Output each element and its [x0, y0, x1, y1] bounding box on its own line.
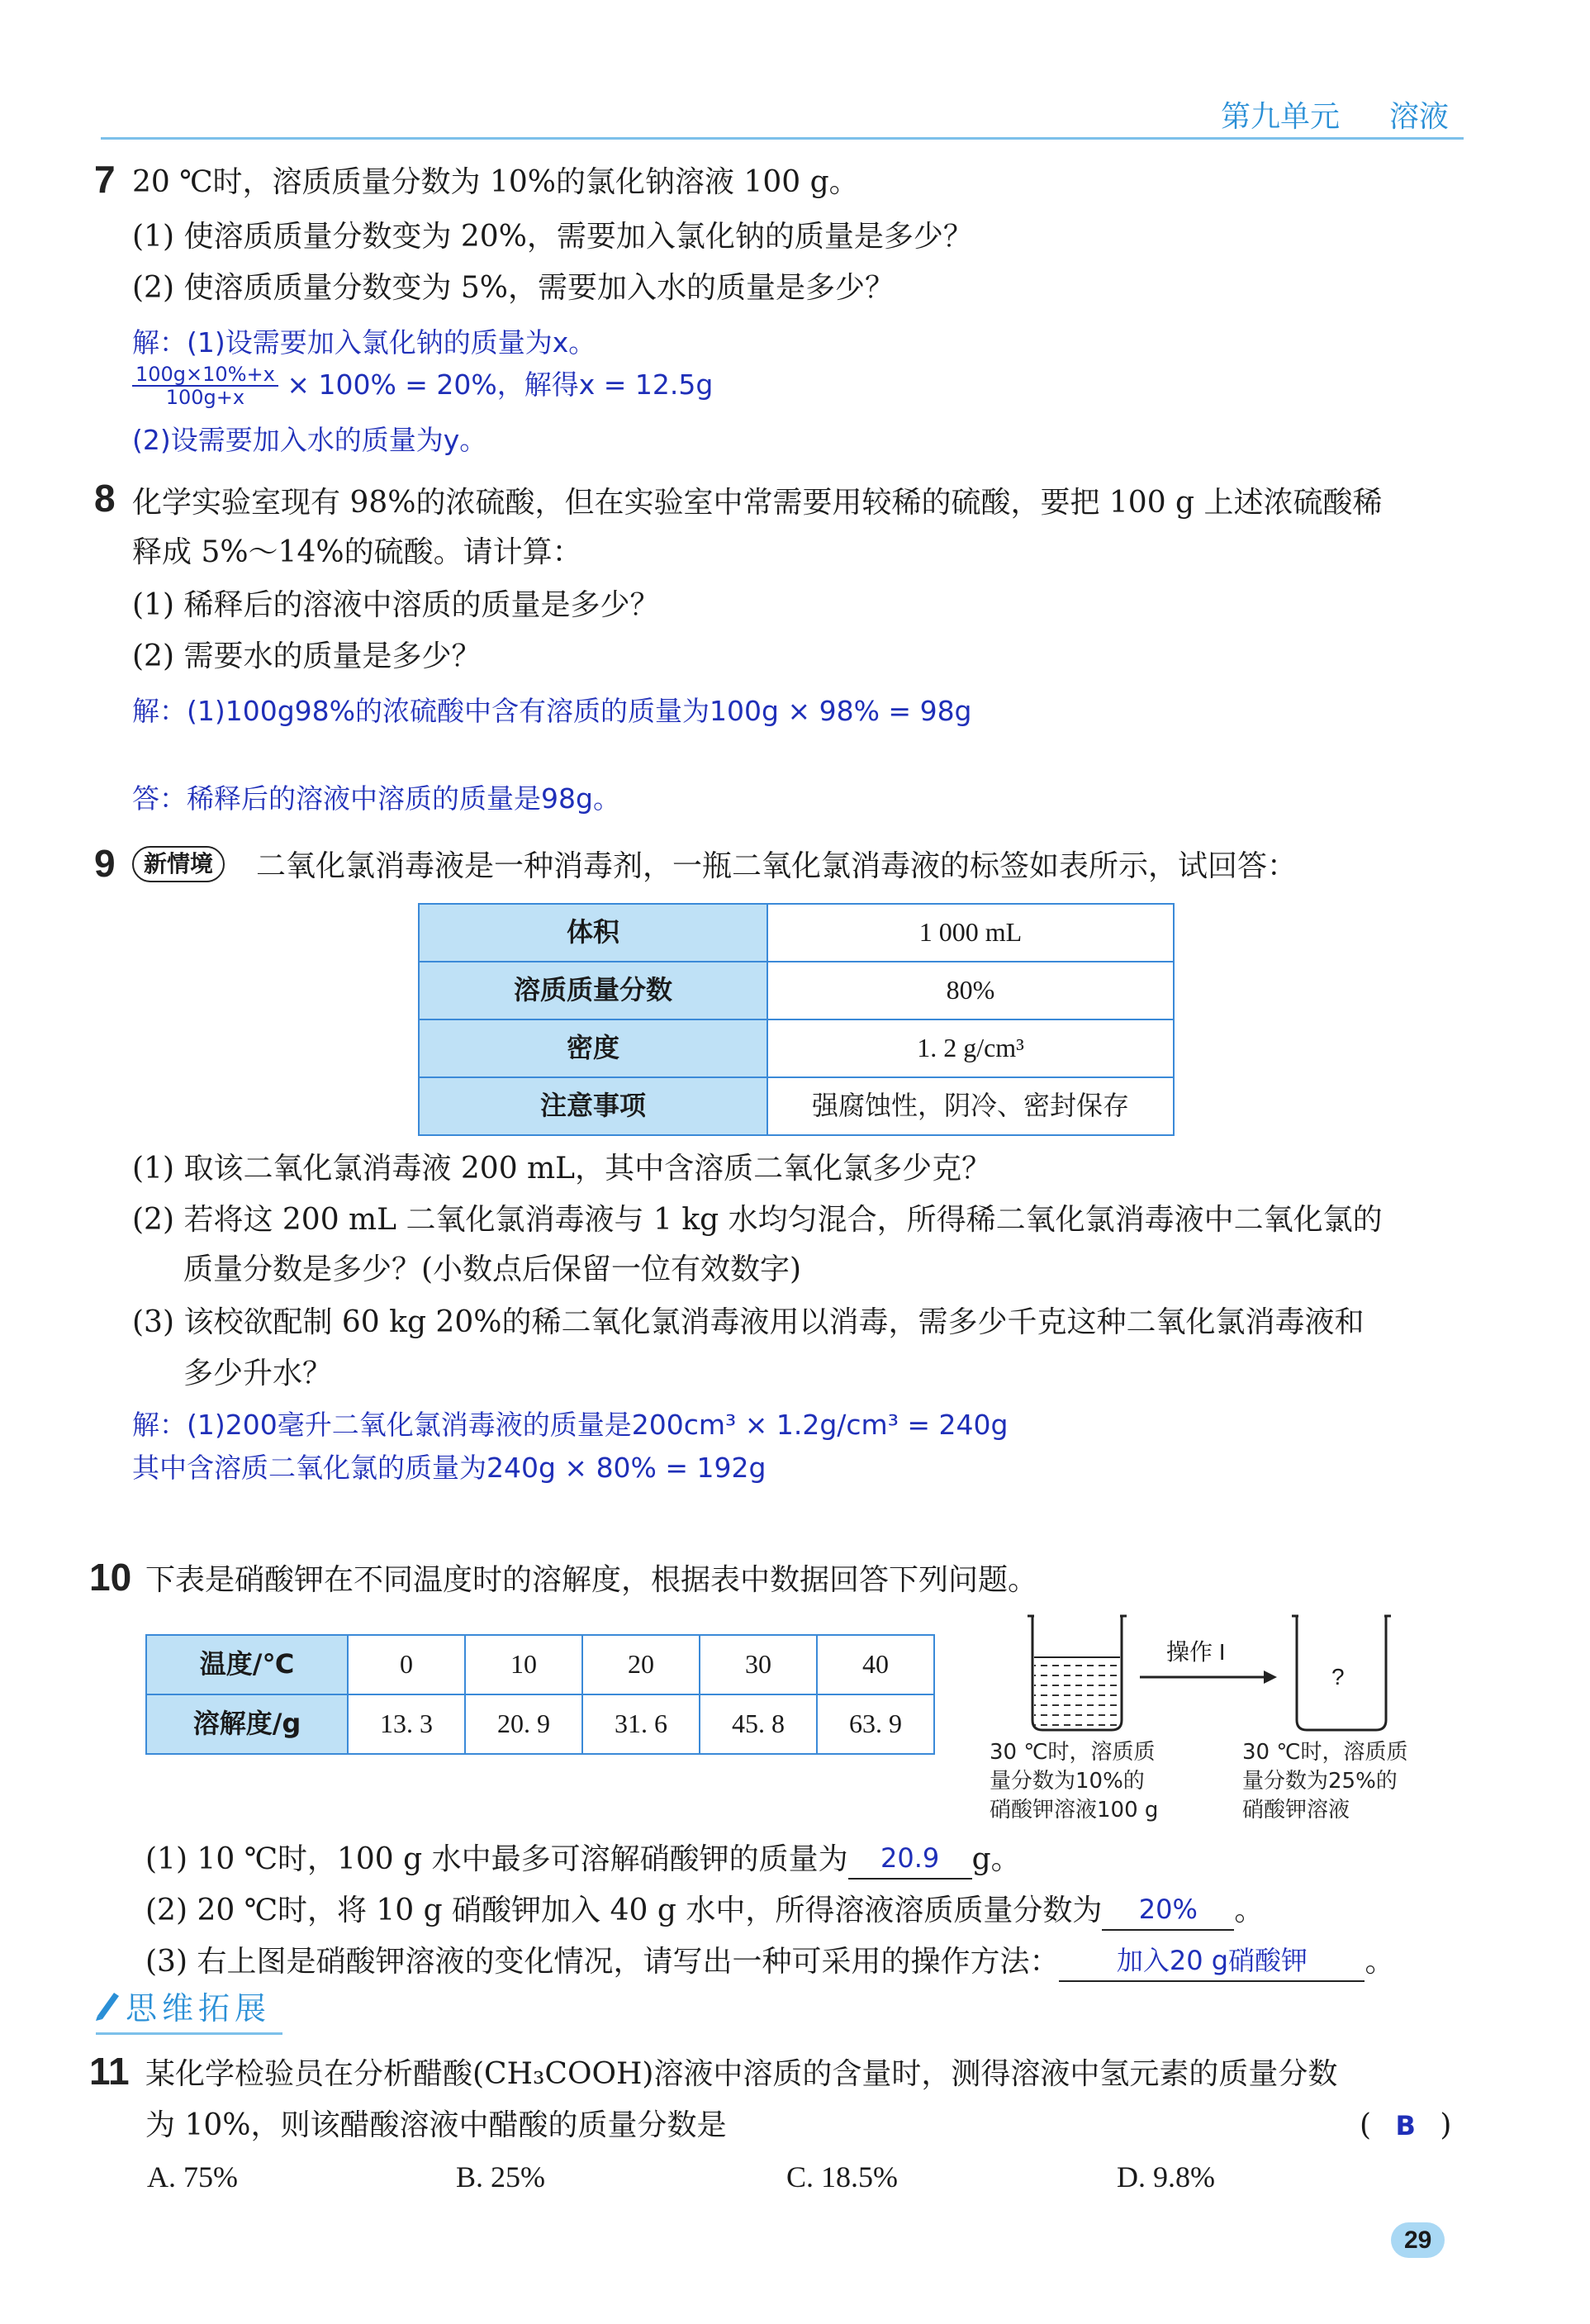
operation-label: 操作 I — [1166, 1639, 1226, 1665]
question-8-stem-2: 释成 5%～14%的硫酸。请计算： — [132, 535, 582, 569]
question-9-number: 9 — [94, 842, 116, 885]
question-9-sub1: (1) 取该二氧化氯消毒液 200 mL，其中含溶质二氧化氯多少克？ — [132, 1152, 992, 1186]
question-10-sub3: (3) 右上图是硝酸钾溶液的变化情况，请写出一种可采用的操作方法： 加入20 g硝酸钾 。 — [145, 1941, 1394, 1982]
section-rule — [96, 2032, 282, 2035]
table-row — [419, 1019, 1174, 1077]
fraction: $\frac{100g\times 10\%+x}{100g+x}$ — [132, 364, 278, 409]
table-row — [419, 962, 1174, 1019]
question-7-sub1: (1) 使溶质质量分数变为 20%，需要加入氯化钠的质量是多少？ — [132, 220, 973, 254]
question-7-number: 7 — [94, 158, 116, 201]
question-8-stem-1: 化学实验室现有 98%的浓硫酸，但在实验室中常需要用较稀的硫酸，要把 100 g 上述浓硫酸稀 — [132, 486, 1383, 520]
table-header-temperature: 温度/℃ — [146, 1635, 348, 1694]
question-9-sub2-line1: (2) 若将这 200 mL 二氧化氯消毒液与 1 kg 水均匀混合，所得稀二氧化氯消毒液中二氧化氯的 — [132, 1203, 1383, 1237]
question-10-stem: 下表是硝酸钾在不同温度时的溶解度，根据表中数据回答下列问题。 — [145, 1563, 1038, 1597]
table-cell: 0 — [348, 1635, 465, 1694]
question-8-sub2: (2) 需要水的质量是多少？ — [132, 639, 482, 673]
beaker-diagram — [1016, 1611, 1445, 1735]
question-9-answer-1: 解：(1)200毫升二氧化氯消毒液的质量是200cm³ × 1.2g/cm³ = 240g — [132, 1409, 1009, 1441]
question-9-answer-2: 其中含溶质二氧化氯的质量为240g × 80% = 192g — [132, 1452, 767, 1484]
pencil-icon — [93, 1988, 121, 2032]
question-10-sub1: (1) 10 ℃时，100 g 水中最多可溶解硝酸钾的质量为 20.9 g。 — [145, 1839, 1021, 1880]
answer-blank: 20.9 — [848, 1839, 972, 1880]
table-cell-value: 80% — [767, 962, 1174, 1019]
table-cell: 45. 8 — [700, 1694, 817, 1754]
header-rule — [101, 137, 1464, 140]
table-cell-label: 注意事项 — [419, 1077, 767, 1135]
question-7-answer-2: $\frac{100g\times 10\%+x}{100g+x}$ × 100% = 20%，解得x = 12.5g — [132, 364, 713, 409]
table-cell-label: 密度 — [419, 1019, 767, 1077]
table-cell: 20 — [582, 1635, 700, 1694]
question-11-number: 11 — [89, 2050, 130, 2093]
question-mark: ? — [1331, 1664, 1345, 1690]
table-cell-label: 溶质质量分数 — [419, 962, 767, 1019]
question-7-stem: 20 ℃时，溶质质量分数为 10%的氯化钠溶液 100 g。 — [132, 165, 859, 199]
question-11-stem-1: 某化学检验员在分析醋酸(CH₃COOH)溶液中溶质的含量时，测得溶液中氢元素的质量分数 — [145, 2057, 1338, 2091]
left-beaker-icon — [1028, 1616, 1127, 1730]
table-cell-value: 1. 2 g/cm³ — [767, 1019, 1174, 1077]
arrow-icon — [1140, 1671, 1277, 1684]
table-cell: 31. 6 — [582, 1694, 700, 1754]
question-7-sub2: (2) 使溶质质量分数变为 5%，需要加入水的质量是多少？ — [132, 271, 895, 305]
table-cell-label: 体积 — [419, 904, 767, 962]
answer-parentheses: ( B ) — [1360, 2108, 1452, 2142]
table-cell-value: 强腐蚀性，阴冷、密封保存 — [767, 1077, 1174, 1135]
answer-blank: 20% — [1102, 1890, 1234, 1931]
table-cell: 40 — [817, 1635, 934, 1694]
table-cell: 63. 9 — [817, 1694, 934, 1754]
left-beaker-caption: 30 ℃时，溶质质 量分数为10%的 硝酸钾溶液100 g — [990, 1740, 1159, 1823]
question-9-sub3-line1: (3) 该校欲配制 60 kg 20%的稀二氧化氯消毒液用以消毒，需多少千克这种二氧化氯消毒液和 — [132, 1305, 1365, 1339]
table-header-solubility: 溶解度/g — [146, 1694, 348, 1754]
new-context-badge: 新情境 — [132, 846, 225, 882]
question-11-stem-2: 为 10%，则该醋酸溶液中醋酸的质量分数是 — [145, 2108, 727, 2142]
multiple-choice-answer: B — [1395, 2110, 1416, 2141]
question-9-stem: 二氧化氯消毒液是一种消毒剂，一瓶二氧化氯消毒液的标签如表所示，试回答： — [256, 849, 1298, 883]
question-8-answer-1: 解：(1)100g98%的浓硫酸中含有溶质的质量为100g × 98% = 98g — [132, 695, 972, 727]
answer-blank: 加入20 g硝酸钾 — [1059, 1941, 1365, 1982]
question-10-sub2: (2) 20 ℃时，将 10 g 硝酸钾加入 40 g 水中，所得溶液溶质质量分数为 20% 。 — [145, 1890, 1264, 1931]
option-b: B. 25% — [456, 2160, 545, 2193]
table-cell: 13. 3 — [348, 1694, 465, 1754]
question-9-sub3-line2: 多少升水？ — [183, 1357, 333, 1390]
table-row — [146, 1635, 934, 1694]
table-row — [419, 1077, 1174, 1135]
question-9-sub2-line2: 质量分数是多少？(小数点后保留一位有效数字) — [183, 1252, 802, 1286]
label-table — [418, 903, 1175, 1136]
question-8-answer-2: 答：稀释后的溶液中溶质的质量是98g。 — [132, 782, 620, 815]
question-8-sub1: (1) 稀释后的溶液中溶质的质量是多少？ — [132, 588, 660, 622]
question-7-answer-3: (2)设需要加入水的质量为y。 — [132, 424, 487, 456]
header-topic: 溶液 — [1389, 99, 1450, 133]
table-cell: 10 — [465, 1635, 582, 1694]
table-row — [419, 904, 1174, 962]
right-beaker-caption: 30 ℃时，溶质质 量分数为25%的 硝酸钾溶液 — [1242, 1740, 1408, 1823]
option-d: D. 9.8% — [1117, 2160, 1215, 2193]
table-cell: 20. 9 — [465, 1694, 582, 1754]
table-cell: 30 — [700, 1635, 817, 1694]
solubility-table — [145, 1634, 935, 1755]
section-title: 思维拓展 — [126, 1992, 272, 2027]
table-cell-value: 1 000 mL — [767, 904, 1174, 962]
question-7-answer-1: 解：(1)设需要加入氯化钠的质量为x。 — [132, 326, 596, 359]
question-10-number: 10 — [89, 1556, 132, 1599]
table-row — [146, 1694, 934, 1754]
page-number: 29 — [1391, 2222, 1445, 2258]
question-8-number: 8 — [94, 477, 116, 520]
option-c: C. 18.5% — [786, 2160, 898, 2193]
option-a: A. 75% — [147, 2160, 238, 2193]
header-unit: 第九单元 — [1221, 99, 1341, 133]
